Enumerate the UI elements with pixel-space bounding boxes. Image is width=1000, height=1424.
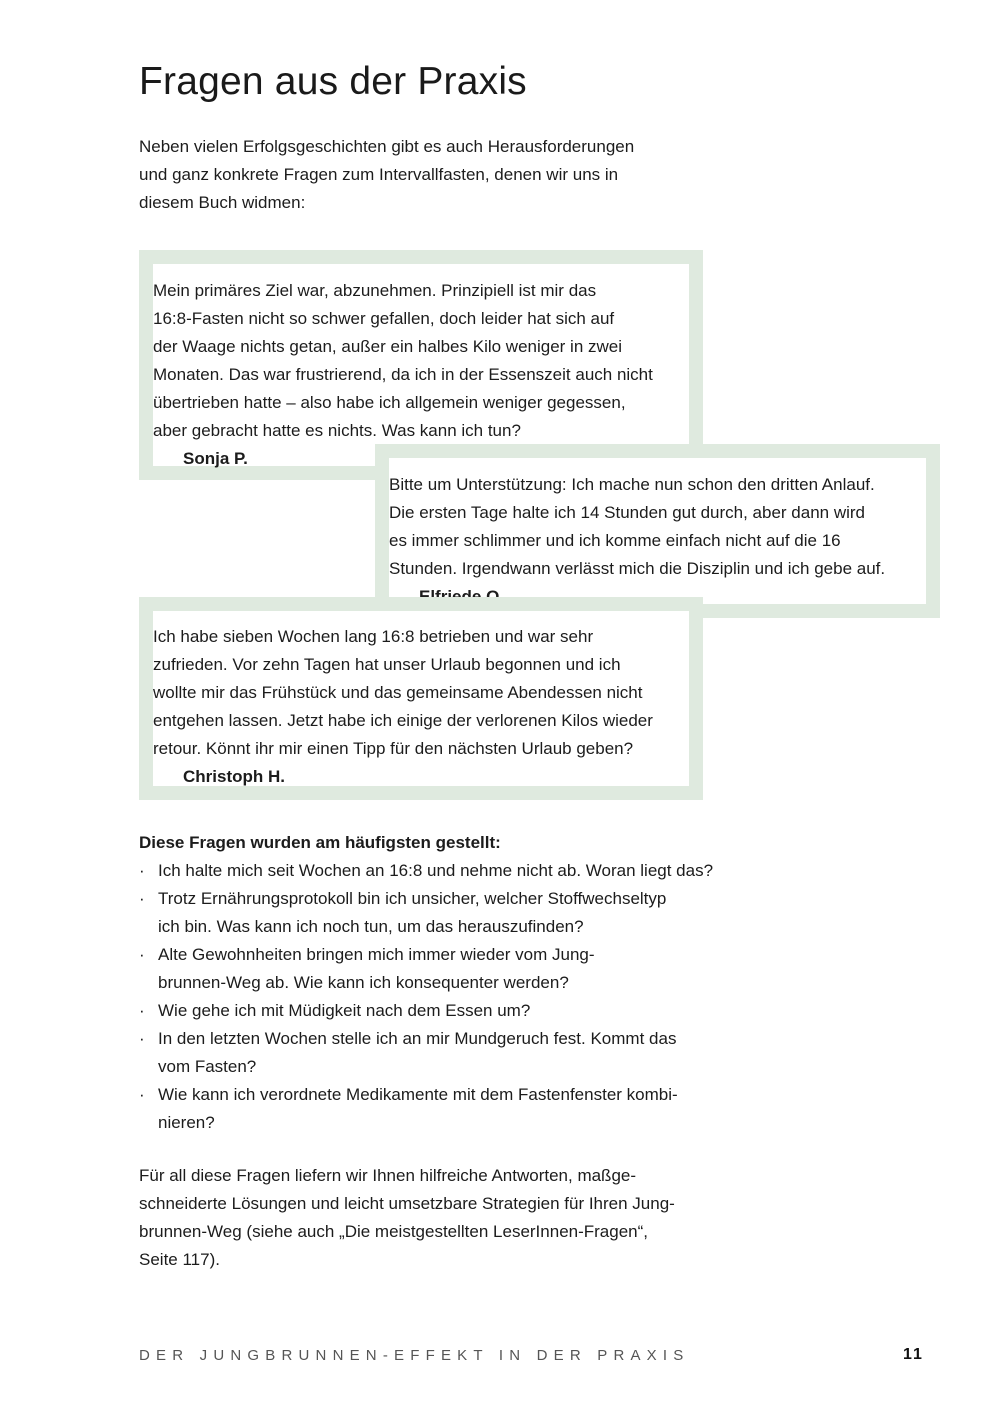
quote-line: Stunden. Irgendwann verlässt mich die Disziplin und ich gebe auf. <box>389 559 886 578</box>
quote-line: der Waage nichts getan, außer ein halbes Kilo weniger in zwei <box>153 337 623 356</box>
faq-heading: Diese Fragen wurden am häufigsten gestellt: <box>139 833 501 852</box>
quote-line: Monaten. Das war frustrierend, da ich in der Essenszeit auch nicht <box>153 365 653 384</box>
quote-line: retour. Könnt ihr mir einen Tipp für den nächsten Urlaub geben? <box>153 739 634 758</box>
list-item <box>139 941 719 997</box>
quote-author: Christoph H. <box>183 767 285 786</box>
list-item <box>139 1025 719 1081</box>
list-item-line: brunnen-Weg ab. Wie kann ich konsequenter werden? <box>158 973 569 992</box>
page-title: Fragen aus der Praxis <box>139 60 527 103</box>
quote-line: Die ersten Tage halte ich 14 Stunden gut durch, aber dann wird <box>389 503 865 522</box>
bullet-icon: · <box>139 889 145 908</box>
bullet-icon: · <box>139 1001 145 1020</box>
intro-paragraph <box>139 133 699 217</box>
list-item <box>139 857 719 885</box>
faq-list <box>139 857 719 1137</box>
list-item <box>139 885 719 941</box>
quote-line: aber gebracht hatte es nichts. Was kann ich tun? <box>153 421 521 440</box>
list-item <box>139 997 719 1025</box>
list-item-line: vom Fasten? <box>158 1057 257 1076</box>
list-item-line: Ich halte mich seit Wochen an 16:8 und nehme nicht ab. Woran liegt das? <box>158 861 714 880</box>
list-item-line: In den letzten Wochen stelle ich an mir Mundgeruch fest. Kommt das <box>158 1029 677 1048</box>
quote-text <box>153 623 689 763</box>
bullet-icon: · <box>139 1029 145 1048</box>
list-item <box>139 1081 719 1137</box>
quote-line: Mein primäres Ziel war, abzunehmen. Prinzipiell ist mir das <box>153 281 597 300</box>
list-item-line: nieren? <box>158 1113 215 1132</box>
outro-line: schneiderte Lösungen und leicht umsetzbare Strategien für Ihren Jung- <box>139 1194 675 1213</box>
list-item-line: ich bin. Was kann ich noch tun, um das herauszufinden? <box>158 917 584 936</box>
reader-quote-box <box>375 444 940 618</box>
running-footer-title: DER JUNGBRUNNEN-EFFEKT IN DER PRAXIS <box>139 1347 690 1364</box>
list-item-line: Trotz Ernährungsprotokoll bin ich unsicher, welcher Stoffwechseltyp <box>158 889 667 908</box>
quote-line: Ich habe sieben Wochen lang 16:8 betrieben und war sehr <box>153 627 594 646</box>
quote-line: übertrieben hatte – also habe ich allgemein weniger gegessen, <box>153 393 626 412</box>
quote-line: zufrieden. Vor zehn Tagen hat unser Urlaub begonnen und ich <box>153 655 621 674</box>
quote-author: Sonja P. <box>183 449 248 468</box>
quote-line: Bitte um Unterstützung: Ich mache nun schon den dritten Anlauf. <box>389 475 875 494</box>
bullet-icon: · <box>139 945 145 964</box>
quote-text <box>389 471 926 583</box>
list-item-line: Wie kann ich verordnete Medikamente mit dem Fastenfenster kombi- <box>158 1085 678 1104</box>
quote-line: entgehen lassen. Jetzt habe ich einige der verlorenen Kilos wieder <box>153 711 653 730</box>
quote-text <box>153 277 689 445</box>
intro-line: und ganz konkrete Fragen zum Intervallfasten, denen wir uns in <box>139 165 619 184</box>
intro-line: diesem Buch widmen: <box>139 193 306 212</box>
bullet-icon: · <box>139 861 145 880</box>
quote-line: es immer schlimmer und ich komme einfach nicht auf die 16 <box>389 531 841 550</box>
reader-quote-box <box>139 597 703 800</box>
page-number: 11 <box>903 1346 924 1363</box>
outro-line: Für all diese Fragen liefern wir Ihnen hilfreiche Antworten, maßge- <box>139 1166 637 1185</box>
list-item-line: Wie gehe ich mit Müdigkeit nach dem Essen um? <box>158 1001 531 1020</box>
quote-line: 16:8-Fasten nicht so schwer gefallen, doch leider hat sich auf <box>153 309 615 328</box>
bullet-icon: · <box>139 1085 145 1104</box>
outro-line: brunnen-Weg (siehe auch „Die meistgestellten LeserInnen-Fragen“, <box>139 1222 649 1241</box>
outro-line: Seite 117). <box>139 1250 220 1269</box>
intro-line: Neben vielen Erfolgsgeschichten gibt es auch Herausforderungen <box>139 137 635 156</box>
quote-line: wollte mir das Frühstück und das gemeinsame Abendessen nicht <box>153 683 643 702</box>
closing-paragraph <box>139 1162 719 1274</box>
list-item-line: Alte Gewohnheiten bringen mich immer wieder vom Jung- <box>158 945 595 964</box>
